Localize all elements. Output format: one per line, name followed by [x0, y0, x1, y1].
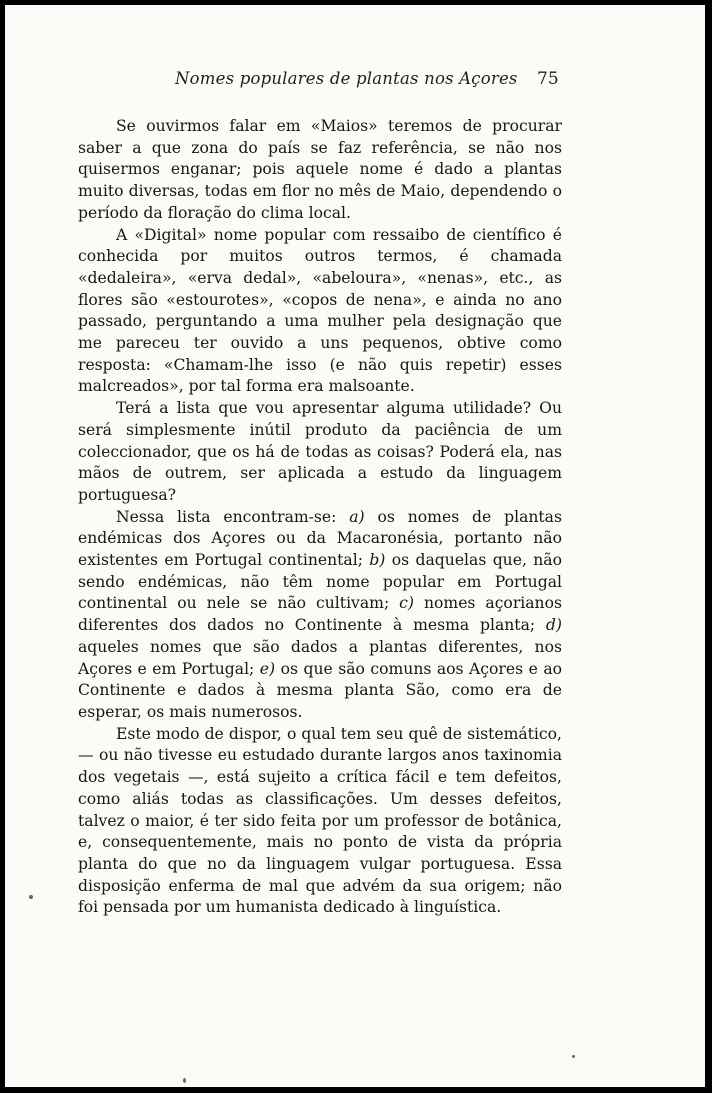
paragraph-text: nomes açorianos diferentes dos dados no Continente à mesma planta;	[78, 594, 562, 635]
paragraph-text: os que são comuns aos Açores e ao Continente e dados à mesma planta São, como era de esperar, os mais numerosos.	[78, 659, 563, 721]
paragraph-text: Terá a lista que vou apresentar alguma utilidade? Ou será simplesmente inútil produto da paciência de um coleccionador, que os há de todas as coisas? Poderá ela, nas mãos de outrem, ser aplicada a estudo da linguagem portuguesa?	[78, 399, 562, 504]
list-marker: e)	[259, 659, 276, 678]
paragraph	[78, 724, 562, 919]
paragraph	[78, 225, 562, 399]
page-number: 75	[537, 69, 559, 89]
paragraph-text: os nomes de plantas endémicas dos Açores ou da Macaronésia, portanto não existentes em Portugal continental;	[78, 507, 562, 570]
paragraph-text: os daquelas que, não sendo endémicas, não têm nome popular em Portugal continental ou nele se não cultivam;	[78, 551, 562, 613]
book-page	[5, 5, 705, 1087]
paragraph-text: A «Digital» nome popular com ressaibo de científico é conhecida por muitos outros termos, é chamada «dedaleira», «erva dedal», «abeloura», «nenas», etc., as flores são «estourotes», «copos de nena», e ainda no ano passado, perguntando a uma mulher pela designação que me pareceu ter ouvido a uns pequenos, obtive como resposta: «Chamam-lhe isso (e não quis repetir) esses malcreados», por tal forma era malsoante.	[78, 225, 562, 396]
list-marker: c)	[399, 594, 414, 613]
paragraph	[78, 116, 562, 225]
list-marker: b)	[369, 551, 386, 570]
scan-speck	[572, 1055, 575, 1058]
paragraph-text: Se ouvirmos falar em «Maios» teremos de procurar saber a que zona do país se faz referência, se não nos quisermos enganar; pois aquele nome é dado a plantas muito diversas, todas em flor no mês de Maio, dependendo o período da floração do clima local.	[78, 117, 562, 222]
paragraph-text: Este modo de dispor, o qual tem seu quê de sistemático, — ou não tivesse eu estudado durante largos anos taxinomia dos vegetais —, está sujeito a crítica fácil e tem defeitos, como aliás todas as classificações. Um desses defeitos, talvez o maior, é ter sido feita por um professor de botânica, e, consequentemente, mais no ponto de vista da própria planta do que no da linguagem vulgar portuguesa. Essa disposição enferma de mal que advém da sua origem; não foi pensada por um humanista dedicado à linguística.	[78, 724, 562, 917]
paragraph-text: Nessa lista encontram-se:	[116, 507, 350, 526]
list-marker: a)	[349, 507, 365, 526]
paragraph-text: aqueles nomes que são dados a plantas diferentes, nos Açores e em Portugal;	[78, 637, 562, 678]
running-title: Nomes populares de plantas nos Açores	[175, 69, 518, 88]
paragraph	[78, 507, 562, 724]
page-header	[5, 69, 705, 93]
scan-speck	[29, 895, 33, 899]
paragraph	[78, 398, 562, 507]
scan-speck	[183, 1078, 186, 1083]
list-marker: d)	[545, 616, 562, 635]
body-text	[78, 116, 562, 919]
